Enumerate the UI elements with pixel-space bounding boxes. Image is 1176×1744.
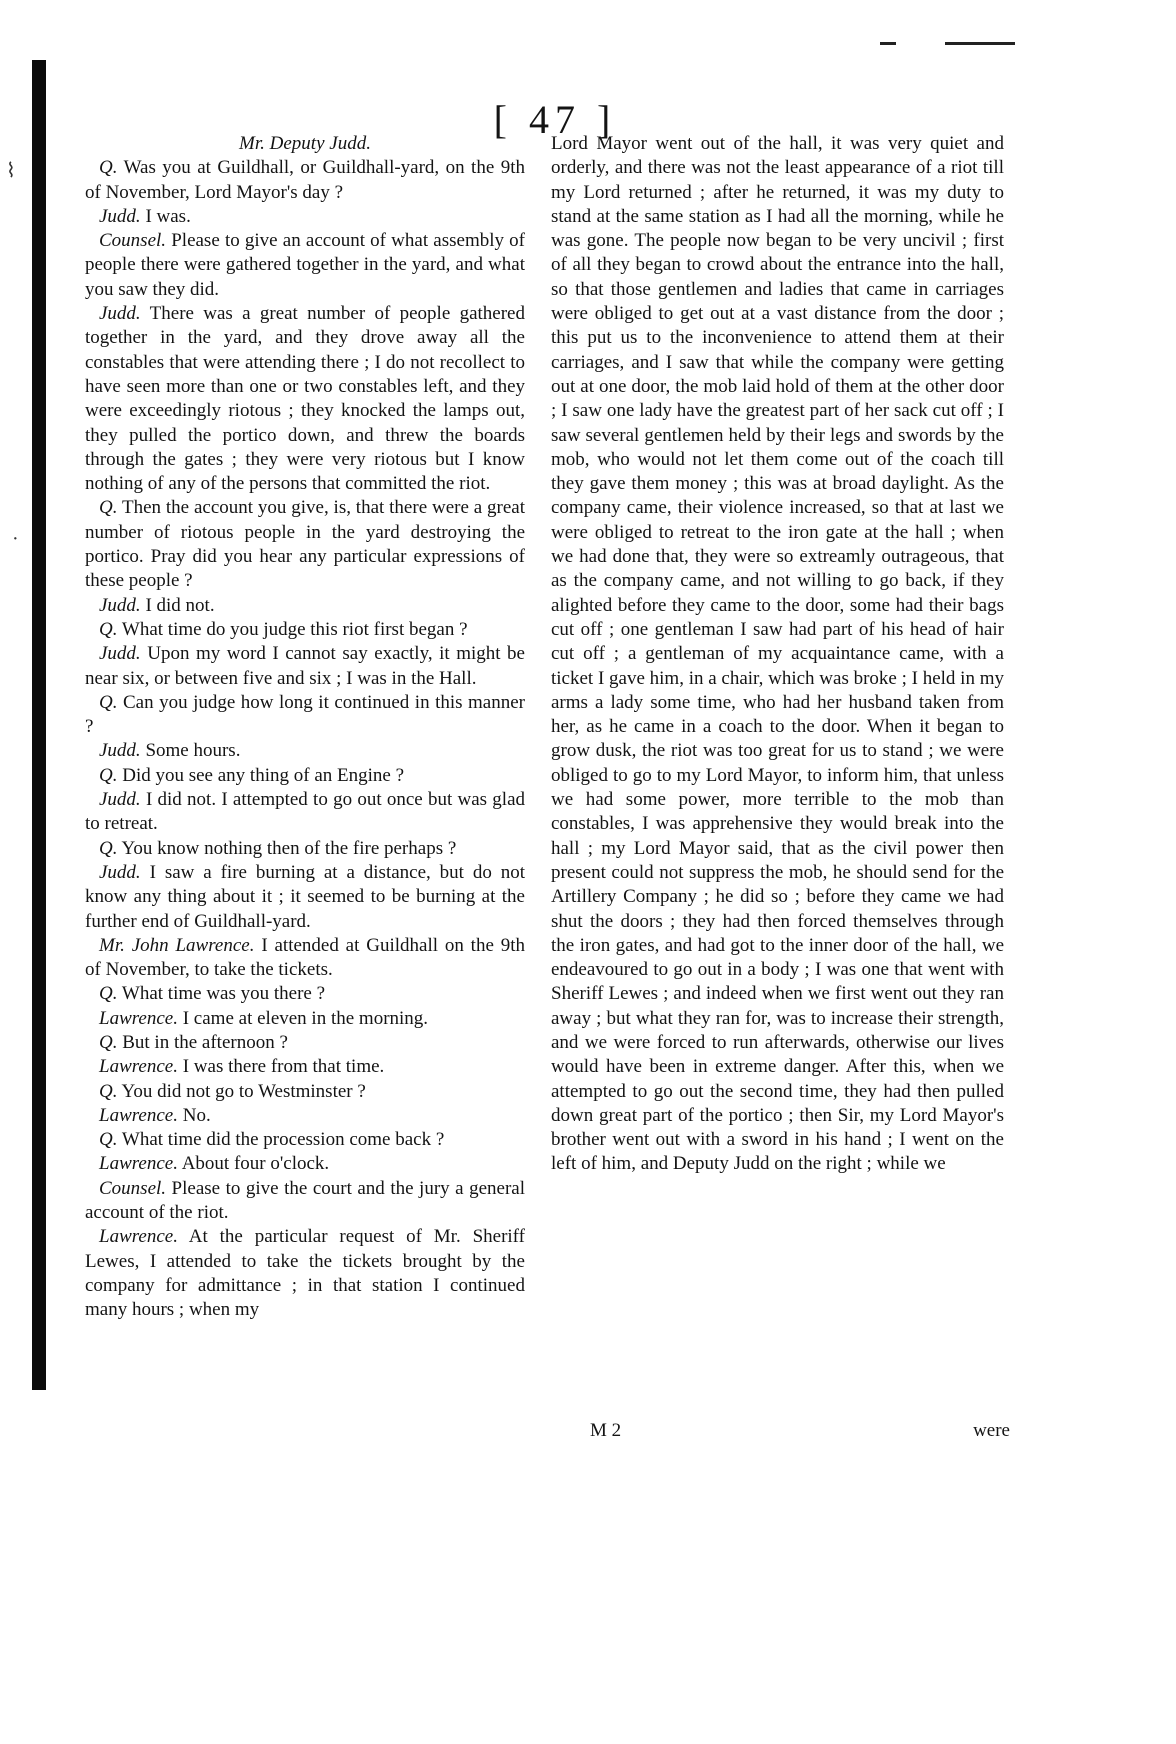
testimony-text: What time did the procession come back ? xyxy=(121,1129,445,1151)
testimony-paragraph xyxy=(85,1104,525,1128)
speaker-label: Q. xyxy=(99,157,118,179)
testimony-paragraph xyxy=(85,642,525,691)
speaker-label: Lawrence. xyxy=(99,1153,178,1175)
margin-mark: ⌇ xyxy=(6,160,16,182)
right-column xyxy=(551,132,1004,1177)
testimony-text: But in the afternoon ? xyxy=(122,1031,288,1053)
testimony-text: What time was you there ? xyxy=(121,983,326,1005)
testimony-paragraph xyxy=(85,1055,525,1079)
speaker-label: Q. xyxy=(99,497,118,519)
testimony-paragraph xyxy=(85,156,525,205)
speaker-label: Judd. xyxy=(99,740,141,762)
testimony-paragraph xyxy=(85,229,525,302)
testimony-text: I saw a fire burning at a distance, but do not know any thing about it ; it seemed to be burning at the further end of Guildhall-yard. xyxy=(85,861,526,932)
testimony-paragraph xyxy=(85,837,525,861)
speaker-label: Q. xyxy=(99,764,118,786)
page-footer xyxy=(590,1420,1010,1442)
testimony-text: Please to give the court and the jury a general account of the riot. xyxy=(85,1177,526,1224)
testimony-text: I did not. xyxy=(145,594,215,616)
right-column-text: Lord Mayor went out of the hall, it was very quiet and orderly, and there was not the least appearance of a riot till my Lord returned ; after he returned, it was my duty to stand at the same station as I had all the morning, while he was gone. The people now began to be very uncivil ; first of all they began to crowd about the entrance into the hall, so that those gentlemen and ladies that came in carriages were obliged to get out at a vast distance from the door ; this put us to the inconvenience to attend them at their carriages, and I saw that while the company were getting out at one door, the mob laid hold of them at the other door ; I saw one lady have the greatest part of her sack cut off ; I saw several gentlemen held by their legs and swords by the mob, who would not let them come out of the coach till they gave them money ; this was at broad daylight. As the company came, their violence increased, so that at last we were obliged to retreat to the iron gate at the hall ; when we had done that, they were so extreamly outrageous, that as the company came, and not willing to go back, if they alighted before they came to the door, some had their bags cut off ; one gentleman I saw had part of his head of hair cut off ; a gentleman of my acquaintance came, with a ticket I gave him, in a chair, which was broke ; I held in my arms a lady some time, who had her husband taken from her, as he came in a coach to the door. When it began to grow dusk, the riot was too great for us to stand ; we were obliged to go to my Lord Mayor, to inform him, that unless we had some power, more terrible to the mob than constables, I was apprehensive they would break into the hall ; my Lord Mayor said, that as the civil power then present could not suppress the mob, he should send for the Artillery Company ; he did so ; before they came we had shut the doors ; they had then forced themselves through the iron gates, and had got to the inner door of the hall, we endeavoured to go out in a body ; I was one that went with Sheriff Lewes ; and indeed when we first went out they ran away ; but what they ran for, was to increase their strength, and we were forced to run afterwards, otherwise our lives would have been in extreme danger. After this, when we attempted to go out the second time, they had then pulled down great part of the portico ; then Sir, my Lord Mayor's brother went out with a sword in his hand ; I went on the left of him, and Deputy Judd on the right ; while we xyxy=(551,133,1004,1175)
testimony-text: I did not. I attempted to go out once but was glad to retreat. xyxy=(85,789,525,835)
testimony-text: I came at eleven in the morning. xyxy=(182,1007,429,1029)
speaker-label: Mr. John Lawrence. xyxy=(99,934,255,956)
book-binding-shadow xyxy=(32,60,46,1390)
testimony-text: You did not go to Westminster ? xyxy=(121,1080,366,1102)
testimony-paragraph xyxy=(85,1225,525,1322)
catchword: were xyxy=(973,1420,1010,1441)
testimony-text: Then the account you give, is, that there were a great number of riotous people in the yard destroying the portico. Pray did you hear any particular expressions of these people ? xyxy=(85,497,525,592)
speaker-label: Counsel. xyxy=(99,230,167,252)
testimony-paragraph xyxy=(85,1128,525,1152)
left-column xyxy=(85,132,525,1323)
top-edge-mark xyxy=(945,42,1015,45)
testimony-paragraph xyxy=(85,788,525,837)
testimony-paragraph xyxy=(85,496,525,593)
testimony-text: At the particular request of Mr. Sheriff Lewes, I attended to take the tickets brought by the company for admittance ; in that station I continued many hours ; when my xyxy=(85,1226,525,1321)
margin-mark: · xyxy=(12,528,19,550)
speaker-label: Q. xyxy=(99,618,118,640)
testimony-text: About four o'clock. xyxy=(181,1153,330,1175)
testimony-paragraph xyxy=(85,764,525,788)
testimony-paragraph xyxy=(85,1031,525,1055)
speaker-label: Judd. xyxy=(99,303,141,325)
speaker-label: Q. xyxy=(99,983,118,1005)
speaker-label: Q. xyxy=(99,837,118,859)
speaker-label: Judd. xyxy=(99,643,141,665)
section-heading xyxy=(85,132,525,156)
testimony-paragraph xyxy=(85,934,525,983)
testimony-paragraph xyxy=(85,1177,525,1226)
testimony-paragraph xyxy=(85,982,525,1006)
heading-text: Mr. Deputy Judd. xyxy=(239,133,371,154)
testimony-text: Was you at Guildhall, or Guildhall-yard, on the 9th of November, Lord Mayor's day ? xyxy=(85,157,525,203)
testimony-text: I was. xyxy=(145,205,191,227)
page-number: [ 47 ] xyxy=(493,97,617,142)
testimony-text: Can you judge how long it continued in this manner ? xyxy=(85,691,525,738)
testimony-paragraph xyxy=(85,205,525,229)
testimony-paragraph xyxy=(85,861,525,934)
speaker-label: Q. xyxy=(99,1129,118,1151)
speaker-label: Q. xyxy=(99,1031,118,1053)
speaker-label: Q. xyxy=(99,1080,118,1102)
signature-mark: M 2 xyxy=(590,1420,622,1441)
speaker-label: Judd. xyxy=(99,861,141,883)
testimony-paragraph xyxy=(85,1080,525,1104)
speaker-label: Counsel. xyxy=(99,1177,167,1199)
testimony-paragraph xyxy=(85,691,525,740)
testimony-text: Some hours. xyxy=(145,740,241,762)
speaker-label: Judd. xyxy=(99,594,141,616)
speaker-label: Lawrence. xyxy=(99,1056,178,1078)
testimony-text: Did you see any thing of an Engine ? xyxy=(122,764,404,786)
testimony-text: Upon my word I cannot say exactly, it might be near six, or between five and six ; I was in the Hall. xyxy=(85,643,525,689)
speaker-label: Q. xyxy=(99,691,118,713)
testimony-paragraph xyxy=(85,1007,525,1031)
testimony-paragraph xyxy=(85,594,525,618)
testimony-text: There was a great number of people gathered together in the yard, and they drove away all the constables that were attending there ; I do not recollect to have seen more than one or two constables left, and they were exceedingly riotous ; they knocked the lamps out, they pulled the portico down, and threw the boards through the gates ; they were very riotous but I know nothing of any of the persons that committed the riot. xyxy=(85,303,525,495)
testimony-paragraph xyxy=(85,1152,525,1176)
testimony-text: I attended at Guildhall on the 9th of November, to take the tickets. xyxy=(85,934,526,981)
top-edge-mark xyxy=(880,42,896,45)
speaker-label: Judd. xyxy=(99,789,141,811)
testimony-text: Please to give an account of what assembly of people there were gathered together in the yard, and what you saw they did. xyxy=(85,230,526,300)
speaker-label: Lawrence. xyxy=(99,1226,178,1248)
speaker-label: Judd. xyxy=(99,205,141,227)
speaker-label: Lawrence. xyxy=(99,1007,178,1029)
speaker-label: Lawrence. xyxy=(99,1104,178,1126)
testimony-text: I was there from that time. xyxy=(182,1056,385,1078)
testimony-paragraph xyxy=(85,739,525,763)
testimony-paragraph xyxy=(85,302,525,496)
testimony-text: No. xyxy=(182,1104,211,1126)
testimony-text: What time do you judge this riot first began ? xyxy=(121,618,468,640)
testimony-paragraph xyxy=(85,618,525,642)
testimony-text: You know nothing then of the fire perhaps ? xyxy=(121,837,457,859)
